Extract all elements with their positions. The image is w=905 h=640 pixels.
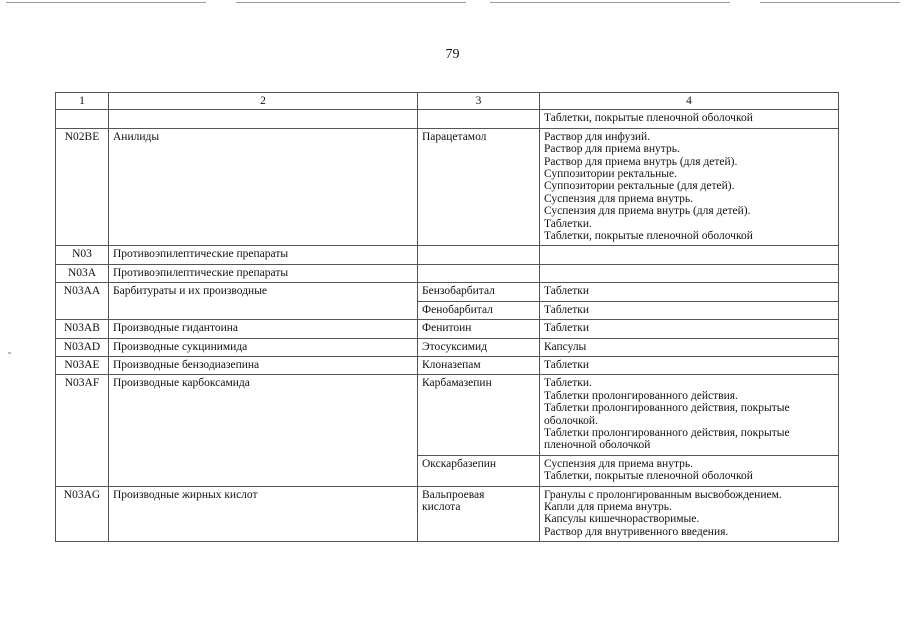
dosage-form: Таблетки, покрытые пленочной оболочкой (544, 230, 753, 243)
dosage-form: Раствор для приема внутрь. (544, 143, 680, 156)
dosage-forms-cell (540, 128, 839, 246)
atc-code-cell: N02BE (56, 128, 109, 246)
page-number: 79 (445, 47, 460, 62)
column-header: 4 (540, 93, 839, 110)
dosage-form: Таблетки. (544, 377, 592, 390)
dosage-form: Суппозитории ректальные. (544, 168, 677, 181)
atc-code-cell: N03AA (56, 283, 109, 320)
group-cell: Производные сукцинимида (109, 338, 418, 356)
dosage-forms-cell (540, 246, 839, 264)
table-row (56, 264, 839, 282)
column-header: 1 (56, 93, 109, 110)
drug-cell (418, 110, 540, 128)
table-row (56, 110, 839, 128)
atc-code-cell: N03 (56, 246, 109, 264)
dosage-form: Раствор для внутривенного введения. (544, 525, 729, 538)
scan-edge-line (6, 2, 206, 3)
dosage-forms-cell (540, 264, 839, 282)
group-cell: Производные гидантоина (109, 320, 418, 338)
column-header: 2 (109, 93, 418, 110)
atc-code-cell: N03AF (56, 375, 109, 486)
group-cell: Производные бензодиазепина (109, 356, 418, 374)
dosage-form: Таблетки, покрытые пленочной оболочкой (544, 470, 753, 483)
dosage-form: Капли для приема внутрь. (544, 500, 672, 513)
dosage-form: Капсулы (544, 340, 587, 353)
table-row (56, 356, 839, 374)
dosage-forms-cell (540, 301, 839, 319)
scan-edge-line (490, 2, 730, 3)
table-row (56, 375, 839, 455)
table-row (56, 128, 839, 246)
group-cell (109, 110, 418, 128)
dosage-forms-cell (540, 283, 839, 301)
drug-cell: Окскарбазепин (418, 455, 540, 486)
group-cell: Противоэпилептические препараты (109, 264, 418, 282)
group-cell: Анилиды (109, 128, 418, 246)
table-row (56, 486, 839, 542)
atc-code-cell (56, 110, 109, 128)
drug-cell: Бензобарбитал (418, 283, 540, 301)
scan-mark (8, 352, 11, 354)
dosage-form: Таблетки (544, 303, 590, 316)
dosage-form: Гранулы с пролонгированным высвобождением. (544, 488, 782, 501)
atc-code-cell: N03AE (56, 356, 109, 374)
dosage-form: Таблетки, покрытые пленочной оболочкой (544, 112, 753, 125)
dosage-form: Таблетки. (544, 217, 592, 230)
dosage-form: Суппозитории ректальные (для детей). (544, 180, 735, 193)
column-header: 3 (418, 93, 540, 110)
drug-cell: Парацетамол (418, 128, 540, 246)
drug-table (55, 92, 839, 542)
scan-edge-line (236, 2, 466, 3)
dosage-form: пленочной оболочкой (544, 439, 651, 452)
dosage-form: Суспензия для приема внутрь. (544, 457, 693, 470)
group-cell: Барбитураты и их производные (109, 283, 418, 320)
drug-name-line: кислота (422, 500, 461, 513)
drug-name-line: Вальпроевая (422, 488, 485, 501)
drug-cell (418, 264, 540, 282)
dosage-form: Суспензия для приема внутрь (для детей). (544, 205, 751, 218)
dosage-forms-cell (540, 320, 839, 338)
dosage-form: Раствор для приема внутрь (для детей). (544, 155, 738, 168)
dosage-forms-cell (540, 375, 839, 455)
group-cell: Противоэпилептические препараты (109, 246, 418, 264)
group-cell: Производные жирных кислот (109, 486, 418, 542)
dosage-forms-cell (540, 110, 839, 128)
drug-cell (418, 246, 540, 264)
dosage-form: Раствор для инфузий. (544, 130, 651, 143)
drug-cell: Этосуксимид (418, 338, 540, 356)
table-row (56, 320, 839, 338)
dosage-form: Капсулы кишечнорастворимые. (544, 513, 700, 526)
dosage-form: Таблетки пролонгированного действия. (544, 389, 738, 402)
dosage-form: Таблетки пролонгированного действия, покрытые (544, 402, 790, 415)
dosage-form: Таблетки (544, 322, 590, 335)
drug-cell: Фенитоин (418, 320, 540, 338)
drug-cell: Клоназепам (418, 356, 540, 374)
group-cell: Производные карбоксамида (109, 375, 418, 486)
dosage-form: Таблетки пролонгированного действия, покрытые (544, 426, 790, 439)
dosage-forms-cell (540, 356, 839, 374)
drug-cell: Карбамазепин (418, 375, 540, 455)
dosage-form: оболочкой. (544, 414, 598, 427)
scan-edge-line (760, 2, 900, 3)
dosage-forms-cell (540, 338, 839, 356)
drug-cell (418, 486, 540, 542)
dosage-forms-cell (540, 486, 839, 542)
atc-code-cell: N03A (56, 264, 109, 282)
table-row (56, 338, 839, 356)
dosage-form: Таблетки (544, 285, 590, 298)
table-row (56, 246, 839, 264)
dosage-form: Таблетки (544, 358, 590, 371)
dosage-form: Суспензия для приема внутрь. (544, 192, 693, 205)
atc-code-cell: N03AD (56, 338, 109, 356)
atc-code-cell: N03AB (56, 320, 109, 338)
atc-code-cell: N03AG (56, 486, 109, 542)
drug-cell: Фенобарбитал (418, 301, 540, 319)
table-header-row (56, 93, 839, 110)
table-row (56, 283, 839, 301)
dosage-forms-cell (540, 455, 839, 486)
